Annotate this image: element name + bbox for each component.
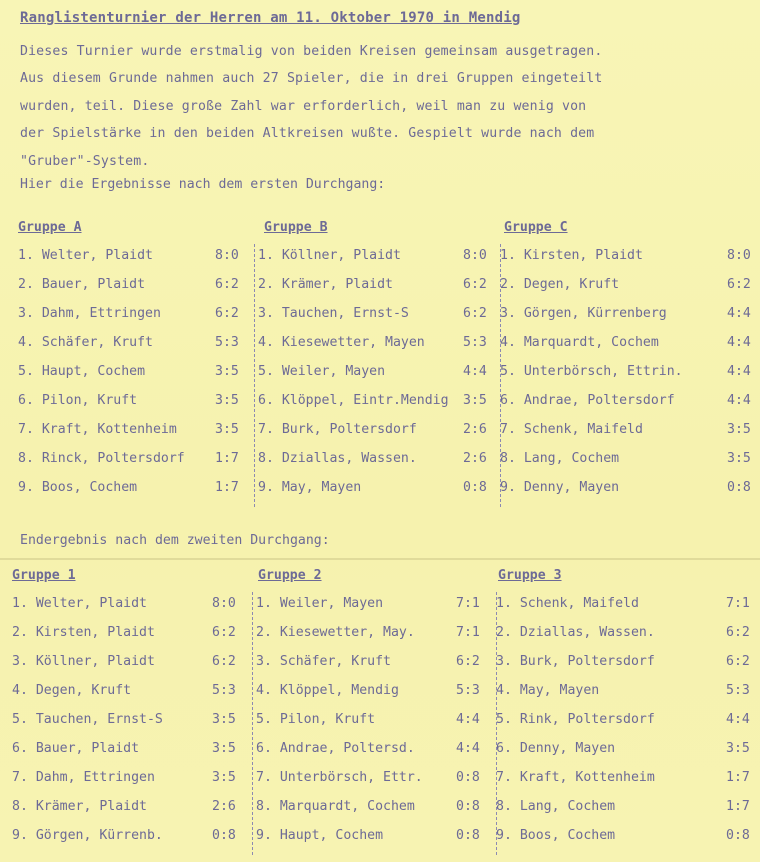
group-3 bbox=[496, 568, 752, 857]
round1-label: Hier die Ergebnisse nach dem ersten Durchgang: bbox=[20, 177, 386, 192]
player-score: 8:0 bbox=[215, 248, 239, 263]
player-name: 6. Pilon, Kruft bbox=[18, 393, 138, 408]
player-score: 2:6 bbox=[212, 799, 236, 814]
player-score: 6:2 bbox=[456, 654, 480, 669]
result-row bbox=[18, 422, 250, 442]
result-row bbox=[258, 393, 496, 413]
player-name: 5. Pilon, Kruft bbox=[256, 712, 376, 727]
player-score: 0:8 bbox=[463, 480, 487, 495]
player-score: 0:8 bbox=[726, 828, 750, 843]
result-row bbox=[500, 480, 752, 500]
player-score: 4:4 bbox=[456, 712, 480, 727]
player-name: 4. Degen, Kruft bbox=[12, 683, 132, 698]
player-score: 1:7 bbox=[726, 770, 750, 785]
player-name: 8. Lang, Cochem bbox=[496, 799, 616, 814]
result-row bbox=[500, 393, 752, 413]
player-score: 8:0 bbox=[727, 248, 751, 263]
result-row bbox=[256, 712, 492, 732]
player-name: 5. Haupt, Cochem bbox=[18, 364, 146, 379]
result-row bbox=[496, 625, 752, 645]
player-score: 3:5 bbox=[215, 364, 239, 379]
player-score: 4:4 bbox=[727, 335, 751, 350]
result-row bbox=[12, 712, 248, 732]
player-name: 4. Kiesewetter, Mayen bbox=[258, 335, 425, 350]
result-row bbox=[496, 741, 752, 761]
player-score: 6:2 bbox=[215, 306, 239, 321]
result-row bbox=[18, 248, 250, 268]
player-score: 3:5 bbox=[463, 393, 487, 408]
group-3 bbox=[500, 220, 752, 509]
column-divider bbox=[254, 244, 255, 507]
player-name: 9. Görgen, Kürrenb. bbox=[12, 828, 163, 843]
result-row bbox=[496, 654, 752, 674]
player-score: 4:4 bbox=[727, 306, 751, 321]
player-score: 4:4 bbox=[463, 364, 487, 379]
player-name: 8. Lang, Cochem bbox=[500, 451, 620, 466]
player-name: 7. Schenk, Maifeld bbox=[500, 422, 643, 437]
player-name: 3. Tauchen, Ernst-S bbox=[258, 306, 409, 321]
result-row bbox=[18, 306, 250, 326]
result-row bbox=[500, 364, 752, 384]
player-name: 4. May, Mayen bbox=[496, 683, 600, 698]
result-row bbox=[18, 277, 250, 297]
player-score: 3:5 bbox=[727, 422, 751, 437]
player-score: 0:8 bbox=[212, 828, 236, 843]
player-score: 8:0 bbox=[212, 596, 236, 611]
result-row bbox=[12, 683, 248, 703]
result-row bbox=[500, 422, 752, 442]
player-score: 4:4 bbox=[726, 712, 750, 727]
intro-paragraph bbox=[20, 38, 740, 175]
result-row bbox=[500, 451, 752, 471]
player-score: 2:6 bbox=[463, 422, 487, 437]
player-score: 1:7 bbox=[215, 451, 239, 466]
column-divider bbox=[252, 592, 253, 855]
player-name: 5. Tauchen, Ernst-S bbox=[12, 712, 163, 727]
player-name: 4. Schäfer, Kruft bbox=[18, 335, 153, 350]
player-score: 3:5 bbox=[215, 393, 239, 408]
result-row bbox=[18, 451, 250, 471]
player-name: 3. Köllner, Plaidt bbox=[12, 654, 155, 669]
group-1 bbox=[18, 220, 250, 509]
result-row bbox=[496, 712, 752, 732]
player-name: 3. Burk, Poltersdorf bbox=[496, 654, 655, 669]
player-score: 6:2 bbox=[212, 625, 236, 640]
document-title: Ranglistenturnier der Herren am 11. Oktober 1970 in Mendig bbox=[20, 10, 521, 26]
player-score: 5:3 bbox=[463, 335, 487, 350]
result-row bbox=[258, 480, 496, 500]
player-name: 7. Unterbörsch, Ettr. bbox=[256, 770, 423, 785]
player-name: 6. Andrae, Poltersd. bbox=[256, 741, 415, 756]
result-row bbox=[256, 828, 492, 848]
player-score: 8:0 bbox=[463, 248, 487, 263]
group-heading: Gruppe 2 bbox=[258, 568, 322, 583]
player-score: 3:5 bbox=[727, 451, 751, 466]
player-score: 6:2 bbox=[727, 277, 751, 292]
intro-line: "Gruber"-System. bbox=[20, 153, 150, 169]
player-name: 4. Marquardt, Cochem bbox=[500, 335, 659, 350]
result-row bbox=[12, 741, 248, 761]
result-row bbox=[258, 306, 496, 326]
result-row bbox=[12, 654, 248, 674]
player-score: 0:8 bbox=[456, 799, 480, 814]
result-row bbox=[18, 364, 250, 384]
player-score: 5:3 bbox=[726, 683, 750, 698]
group-heading: Gruppe A bbox=[18, 220, 82, 235]
result-row bbox=[258, 422, 496, 442]
result-row bbox=[500, 335, 752, 355]
player-name: 9. Boos, Cochem bbox=[496, 828, 616, 843]
player-name: 1. Schenk, Maifeld bbox=[496, 596, 639, 611]
result-row bbox=[256, 625, 492, 645]
player-score: 3:5 bbox=[212, 741, 236, 756]
player-score: 0:8 bbox=[727, 480, 751, 495]
player-name: 7. Kraft, Kottenheim bbox=[18, 422, 177, 437]
result-row bbox=[496, 683, 752, 703]
result-row bbox=[500, 277, 752, 297]
result-row bbox=[258, 364, 496, 384]
result-row bbox=[258, 451, 496, 471]
result-row bbox=[500, 248, 752, 268]
player-name: 7. Dahm, Ettringen bbox=[12, 770, 155, 785]
result-row bbox=[258, 335, 496, 355]
player-score: 6:2 bbox=[215, 277, 239, 292]
group-heading: Gruppe 3 bbox=[498, 568, 562, 583]
player-score: 1:7 bbox=[215, 480, 239, 495]
group-heading: Gruppe B bbox=[264, 220, 328, 235]
player-score: 1:7 bbox=[726, 799, 750, 814]
result-row bbox=[496, 596, 752, 616]
player-name: 7. Kraft, Kottenheim bbox=[496, 770, 655, 785]
result-row bbox=[18, 335, 250, 355]
player-name: 5. Rink, Poltersdorf bbox=[496, 712, 655, 727]
player-score: 5:3 bbox=[456, 683, 480, 698]
player-score: 0:8 bbox=[456, 770, 480, 785]
player-score: 7:1 bbox=[456, 625, 480, 640]
intro-line: der Spielstärke in den beiden Altkreisen wußte. Gespielt wurde nach dem bbox=[20, 126, 595, 142]
result-row bbox=[256, 770, 492, 790]
player-name: 1. Kirsten, Plaidt bbox=[500, 248, 643, 263]
result-row bbox=[18, 480, 250, 500]
player-name: 2. Kirsten, Plaidt bbox=[12, 625, 155, 640]
group-heading: Gruppe 1 bbox=[12, 568, 76, 583]
player-name: 3. Görgen, Kürrenberg bbox=[500, 306, 667, 321]
player-score: 3:5 bbox=[215, 422, 239, 437]
player-name: 1. Welter, Plaidt bbox=[18, 248, 153, 263]
player-name: 7. Burk, Poltersdorf bbox=[258, 422, 417, 437]
group-1 bbox=[12, 568, 248, 857]
player-name: 6. Klöppel, Eintr.Mendig bbox=[258, 393, 449, 408]
player-name: 8. Krämer, Plaidt bbox=[12, 799, 147, 814]
player-score: 4:4 bbox=[727, 364, 751, 379]
player-score: 6:2 bbox=[463, 277, 487, 292]
player-name: 6. Bauer, Plaidt bbox=[12, 741, 140, 756]
result-row bbox=[496, 770, 752, 790]
player-name: 9. Haupt, Cochem bbox=[256, 828, 384, 843]
player-name: 8. Marquardt, Cochem bbox=[256, 799, 415, 814]
player-name: 9. May, Mayen bbox=[258, 480, 362, 495]
player-name: 1. Köllner, Plaidt bbox=[258, 248, 401, 263]
player-score: 3:5 bbox=[726, 741, 750, 756]
result-row bbox=[256, 741, 492, 761]
result-row bbox=[496, 828, 752, 848]
player-score: 7:1 bbox=[726, 596, 750, 611]
result-row bbox=[496, 799, 752, 819]
result-row bbox=[500, 306, 752, 326]
player-score: 6:2 bbox=[726, 625, 750, 640]
intro-line: wurden, teil. Diese große Zahl war erforderlich, weil man zu wenig von bbox=[20, 98, 587, 114]
result-row bbox=[256, 799, 492, 819]
result-row bbox=[256, 596, 492, 616]
player-name: 1. Welter, Plaidt bbox=[12, 596, 147, 611]
player-name: 4. Klöppel, Mendig bbox=[256, 683, 399, 698]
player-score: 4:4 bbox=[456, 741, 480, 756]
player-score: 5:3 bbox=[215, 335, 239, 350]
player-score: 6:2 bbox=[726, 654, 750, 669]
player-score: 3:5 bbox=[212, 770, 236, 785]
intro-line: Dieses Turnier wurde erstmalig von beiden Kreisen gemeinsam ausgetragen. bbox=[20, 44, 603, 59]
player-score: 4:4 bbox=[727, 393, 751, 408]
player-score: 3:5 bbox=[212, 712, 236, 727]
player-name: 9. Boos, Cochem bbox=[18, 480, 138, 495]
group-2 bbox=[258, 220, 496, 509]
result-row bbox=[256, 654, 492, 674]
player-name: 3. Schäfer, Kruft bbox=[256, 654, 391, 669]
result-row bbox=[18, 393, 250, 413]
result-row bbox=[12, 596, 248, 616]
paper-fold-line bbox=[0, 558, 760, 560]
result-row bbox=[12, 625, 248, 645]
player-score: 6:2 bbox=[212, 654, 236, 669]
intro-line: Aus diesem Grunde nahmen auch 27 Spieler, die in drei Gruppen eingeteilt bbox=[20, 71, 603, 87]
result-row bbox=[258, 277, 496, 297]
player-name: 3. Dahm, Ettringen bbox=[18, 306, 161, 321]
group-2 bbox=[256, 568, 492, 857]
group-heading: Gruppe C bbox=[504, 220, 568, 235]
result-row bbox=[256, 683, 492, 703]
result-row bbox=[12, 799, 248, 819]
player-name: 5. Weiler, Mayen bbox=[258, 364, 386, 379]
player-name: 2. Krämer, Plaidt bbox=[258, 277, 393, 292]
player-score: 2:6 bbox=[463, 451, 487, 466]
result-row bbox=[12, 770, 248, 790]
player-name: 8. Dziallas, Wassen. bbox=[258, 451, 417, 466]
player-name: 6. Andrae, Poltersdorf bbox=[500, 393, 675, 408]
player-score: 5:3 bbox=[212, 683, 236, 698]
player-name: 1. Weiler, Mayen bbox=[256, 596, 384, 611]
round2-label: Endergebnis nach dem zweiten Durchgang: bbox=[20, 533, 330, 548]
player-name: 5. Unterbörsch, Ettrin. bbox=[500, 364, 683, 379]
player-name: 2. Kiesewetter, May. bbox=[256, 625, 415, 640]
player-name: 2. Dziallas, Wassen. bbox=[496, 625, 655, 640]
player-name: 2. Degen, Kruft bbox=[500, 277, 620, 292]
player-name: 6. Denny, Mayen bbox=[496, 741, 616, 756]
result-row bbox=[12, 828, 248, 848]
player-score: 0:8 bbox=[456, 828, 480, 843]
player-name: 9. Denny, Mayen bbox=[500, 480, 620, 495]
player-name: 8. Rinck, Poltersdorf bbox=[18, 451, 185, 466]
player-score: 6:2 bbox=[463, 306, 487, 321]
result-row bbox=[258, 248, 496, 268]
player-name: 2. Bauer, Plaidt bbox=[18, 277, 146, 292]
player-score: 7:1 bbox=[456, 596, 480, 611]
